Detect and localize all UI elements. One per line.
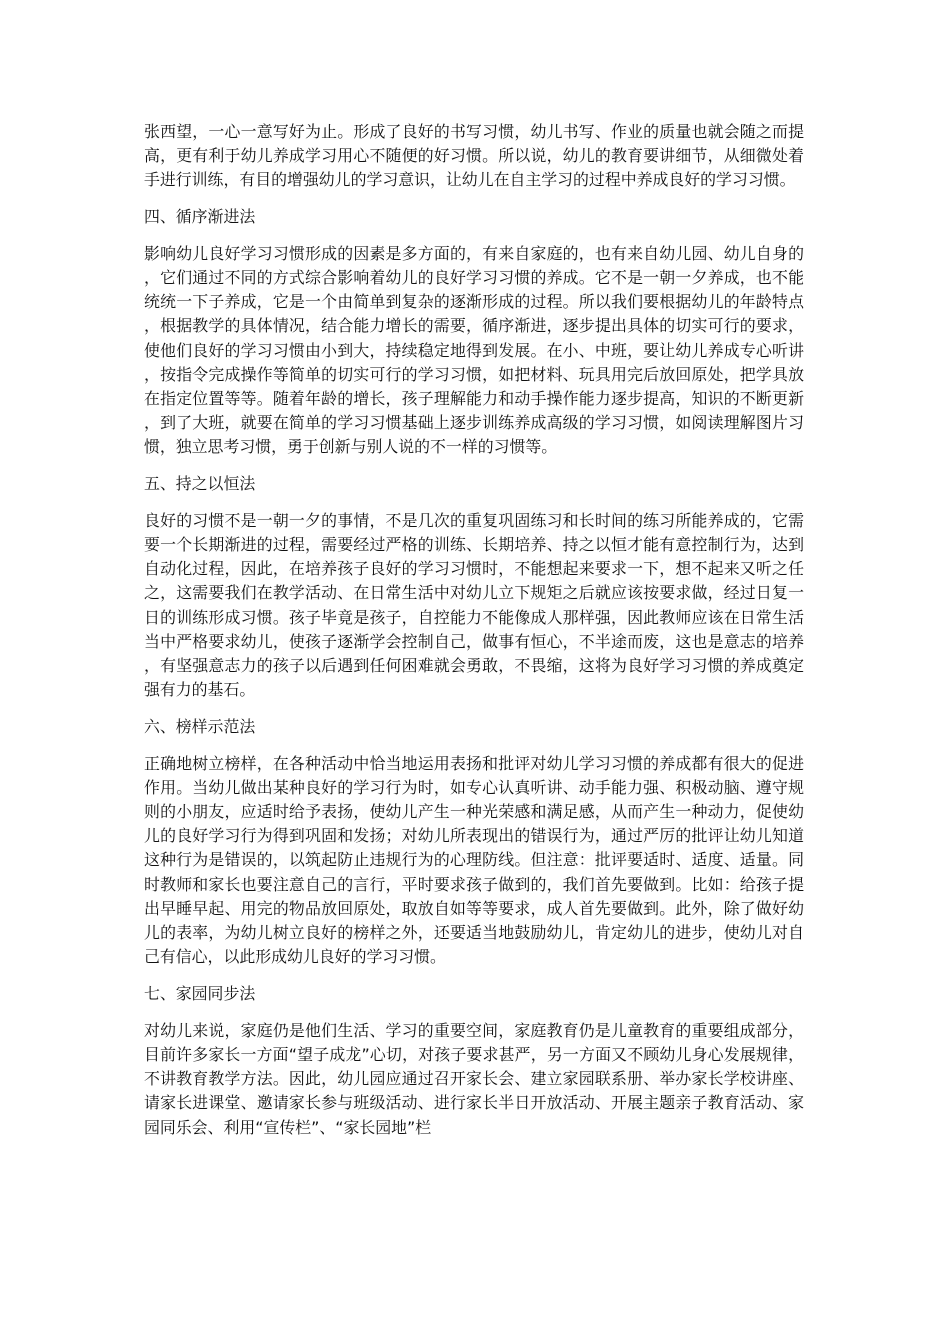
paragraph-perseverance: 良好的习惯不是一朝一夕的事情，不是几次的重复巩固练习和长时间的练习所能养成的，它需要一个长期渐进的过程，需要经过严格的训练、长期培养、持之以恒才能有意控制行为，达到自动化过程，因此，在培养孩子良好的学习习惯时，不能想起来要求一下，想不起来又听之任之，这需要我们在教学活动、在日常生活中对幼儿立下规矩之后就应该按要求做，经过日复一日的训练形成习惯。孩子毕竟是孩子，自控能力不能像成人那样强，因此教师应该在日常生活当中严格要求幼儿，使孩子逐渐学会控制自己，做事有恒心，不半途而废，这也是意志的培养，有坚强意志力的孩子以后遇到任何困难就会勇敢，不畏缩，这将为良好学习习惯的养成奠定强有力的基石。 [144, 510, 804, 700]
paragraph-writing-habit-conclusion: 张西望，一心一意写好为止。形成了良好的书写习惯，幼儿书写、作业的质量也就会随之而提高，更有利于幼儿养成学习用心不随便的好习惯。所以说，幼儿的教育要讲细节，从细微处着手进行训练，有目的增强幼儿的学习意识，让幼儿在自主学习的过程中养成良好的学习习惯。 [144, 122, 804, 190]
paragraph-home-school-sync: 对幼儿来说，家庭仍是他们生活、学习的重要空间，家庭教育仍是儿童教育的重要组成部分，目前许多家长一方面“望子成龙”心切，对孩子要求甚严，另一方面又不顾幼儿身心发展规律，不讲教育教学方法。因此，幼儿园应通过召开家长会、建立家园联系册、举办家长学校讲座、请家长进课堂、邀请家长参与班级活动、进行家长半日开放活动、开展主题亲子教育活动、家园同乐会、利用“宣传栏”、“家长园地”栏 [144, 1020, 804, 1137]
document-page [144, 120, 804, 1152]
heading-role-model: 六、榜样示范法 [144, 716, 256, 736]
paragraph-role-model: 正确地树立榜样，在各种活动中恰当地运用表扬和批评对幼儿学习习惯的养成都有很大的促进作用。当幼儿做出某种良好的学习行为时，如专心认真听讲、动手能力强、积极动脑、遵守规则的小朋友，应适时给予表扬，使幼儿产生一种光荣感和满足感，从而产生一种动力，促使幼儿的良好学习行为得到巩固和发扬；对幼儿所表现出的错误行为，通过严厉的批评让幼儿知道这种行为是错误的，以筑起防止违规行为的心理防线。但注意：批评要适时、适度、适量。同时教师和家长也要注意自己的言行，平时要求孩子做到的，我们首先要做到。比如：给孩子提出早睡早起、用完的物品放回原处，取放自如等等要求，成人首先要做到。此外，除了做好幼儿的表率，为幼儿树立良好的榜样之外，还要适当地鼓励幼儿，肯定幼儿的进步，使幼儿对自己有信心，以此形成幼儿良好的学习习惯。 [144, 753, 804, 967]
heading-perseverance: 五、持之以恒法 [144, 474, 256, 494]
heading-home-school-sync: 七、家园同步法 [144, 984, 256, 1003]
paragraph-gradual-progress: 影响幼儿良好学习习惯形成的因素是多方面的，有来自家庭的，也有来自幼儿园、幼儿自身的，它们通过不同的方式综合影响着幼儿的良好学习习惯的养成。它不是一朝一夕养成，也不能统统一下子养成，它是一个由简单到复杂的逐渐形成的过程。所以我们要根据幼儿的年龄特点，根据教学的具体情况，结合能力增长的需要，循序渐进，逐步提出具体的切实可行的要求，使他们良好的学习习惯由小到大，持续稳定地得到发展。在小、中班，要让幼儿养成专心听讲，按指令完成操作等简单的切实可行的学习习惯，如把材料、玩具用完后放回原处，把学具放在指定位置等等。随着年龄的增长，孩子理解能力和动手操作能力逐步提高，知识的不断更新，到了大班，就要在简单的学习习惯基础上逐步训练养成高级的学习习惯，如阅读理解图片习惯，独立思考习惯，勇于创新与别人说的不一样的习惯等。 [144, 243, 804, 457]
heading-gradual-progress: 四、循序渐进法 [144, 207, 256, 227]
